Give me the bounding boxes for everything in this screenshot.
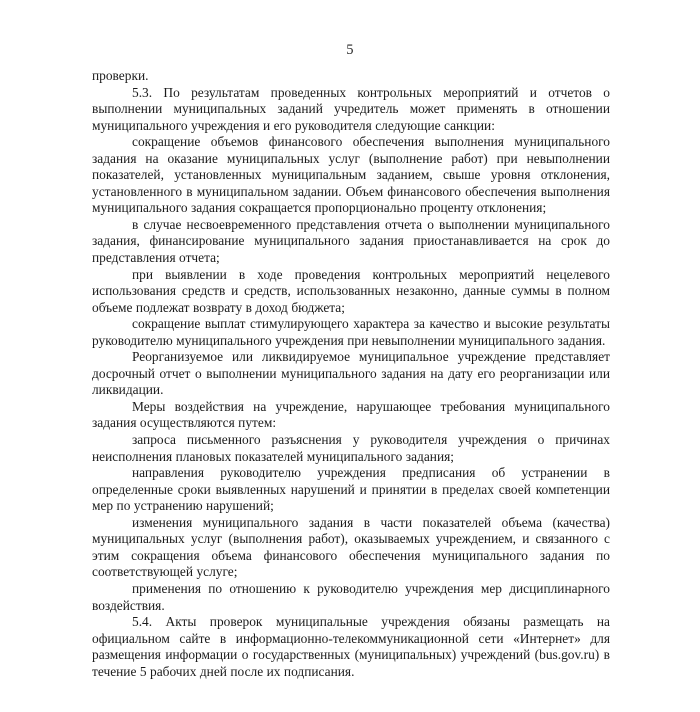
document-body [92, 68, 610, 680]
paragraph-izmenenie-zadaniya: изменения муниципального задания в части показателей объема (качества) муниципальных услуг (выполнения работ), оказываемых учреждением, и связанного с этим сокращения объема финансового обеспечения муниципального задания по соответствующей услуге; [92, 514, 610, 580]
paragraph-sokraschenie-vyplat: сокращение выплат стимулирующего характера за качество и высокие результаты руководителю муниципального учреждения при невыполнении муниципального задания. [92, 316, 610, 348]
paragraph-clause-5-4: 5.4. Акты проверок муниципальные учреждения обязаны размещать на официальном сайте в информационно-телекоммуникационной сети «Интернет» для размещения информации о государственных (муниципальных) учреждений (bus.gov.ru) в течение 5 рабочих дней после их подписания. [92, 614, 610, 679]
page-number: 5 [346, 42, 354, 58]
paragraph-vyyavlenie-necelevogo: при выявлении в ходе проведения контрольных мероприятий нецелевого использования средств и средств, использованных незаконно, данные суммы в полном объеме подлежат возврату в доход бюджета; [92, 266, 610, 315]
paragraph-sokraschenie-obemov: сокращение объемов финансового обеспечения выполнения муниципального задания на оказание муниципальных услуг (выполнение работ) при невыполнении показателей, установленных муниципальным заданием, свыше уровня отклонения, установленного в муниципальном задании. Объем финансового обеспечения выполнения муниципального задания сокращается пропорционально проценту отклонения; [92, 134, 610, 216]
paragraph-proverki: проверки. [92, 68, 149, 83]
paragraph-primenenie-disciplinarnyh-mer: применения по отношению к руководителю учреждения мер дисциплинарного воздействия. [92, 580, 610, 613]
paragraph-reorganizuemoe-uchrezhdenie: Реорганизуемое или ликвидируемое муниципальное учреждение представляет досрочный отчет о выполнении муниципального задания на дату его реорганизации или ликвидации. [92, 349, 610, 398]
paragraph-zapros-razyasneniya: запроса письменного разъяснения у руководителя учреждения о причинах неисполнения плановых показателей муниципального задания; [92, 432, 610, 464]
paragraph-napravlenie-predpisaniya: направления руководителю учреждения предписания об устранении в определенные сроки выявленных нарушений и принятии в пределах своей компетенции мер по устранению нарушений; [92, 465, 610, 514]
paragraph-nesvoevremennoe-predstavlenie: в случае несвоевременного представления отчета о выполнении муниципального задания, финансирование муниципального задания приостанавливается на срок до представления отчета; [92, 216, 610, 266]
paragraph-mery-vozdeystviya: Меры воздействия на учреждение, нарушающее требования муниципального задания осуществляются путем: [92, 398, 610, 431]
paragraph-clause-5-3: 5.3. По результатам проведенных контрольных мероприятий и отчетов о выполнении муниципальных заданий учредитель может применять в отношении муниципального учреждения и его руководителя следующие санкции: [92, 84, 610, 133]
